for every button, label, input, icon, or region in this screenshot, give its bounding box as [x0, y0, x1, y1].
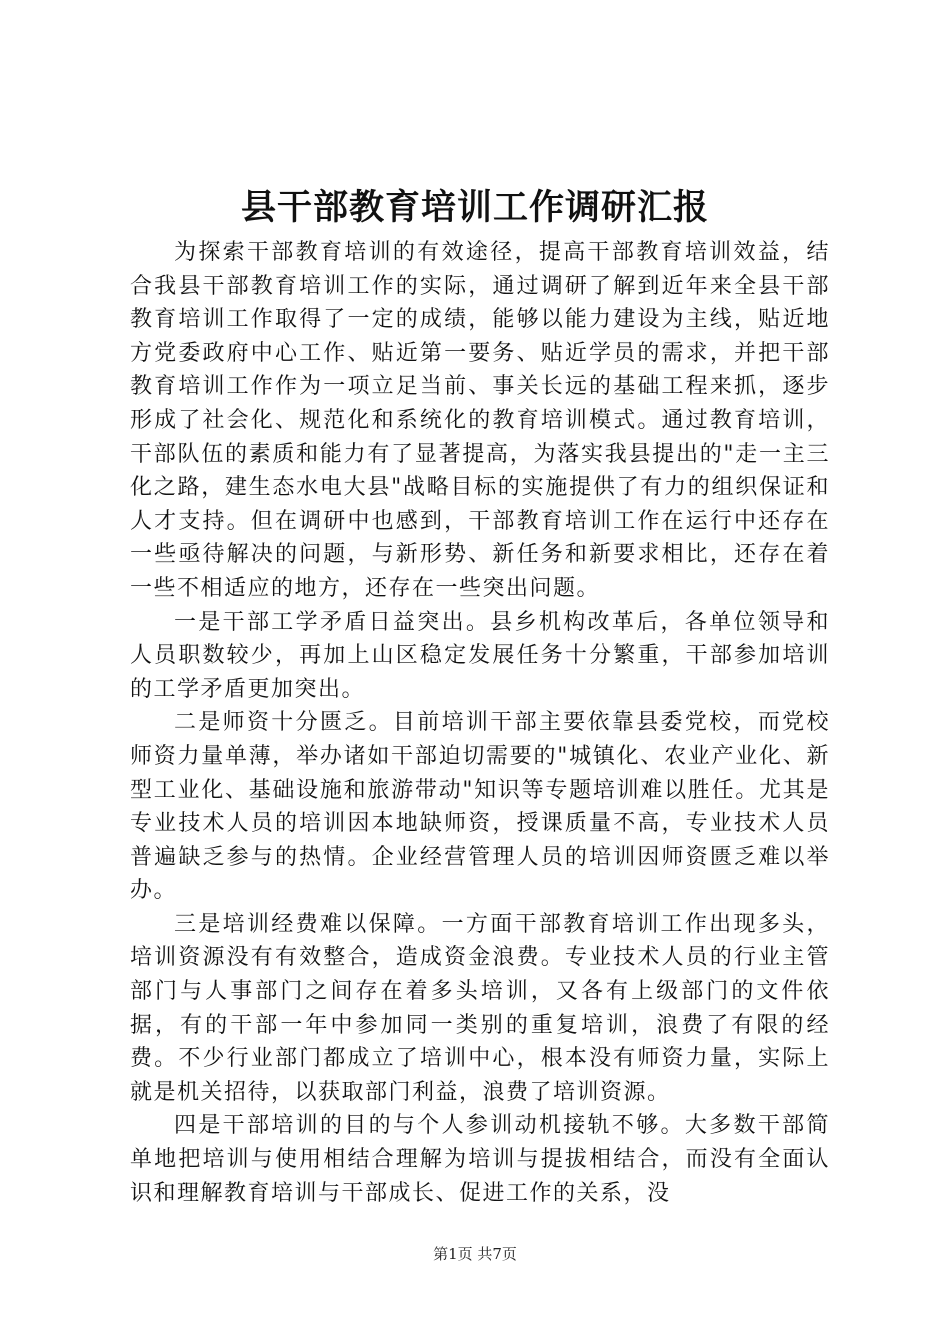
paragraph-intro: 为探索干部教育培训的有效途径，提高干部教育培训效益，结合我县干部教育培训工作的实际，通过调研了解到近年来全县干部教育培训工作取得了一定的成绩，能够以能力建设为主线，贴近地方党委政府中心工作、贴近第一要务、贴近学员的需求，并把干部教育培训工作作为一项立足当前、事关长远的基础工程来抓，逐步形成了社会化、规范化和系统化的教育培训模式。通过教育培训，干部队伍的素质和能力有了显著提高，为落实我县提出的"走一主三化之路，建生态水电大县"战略目标的实施提供了有力的组织保证和人才支持。但在调研中也感到，干部教育培训工作在运行中还存在一些亟待解决的问题，与新形势、新任务和新要求相比，还存在着一些不相适应的地方，还存在一些突出问题。 [130, 240, 830, 601]
document-body [130, 236, 830, 1210]
paragraph-point-3: 三是培训经费难以保障。一方面干部教育培训工作出现多头，培训资源没有有效整合，造成资金浪费。专业技术人员的行业主管部门与人事部门之间存在着多头培训，又各有上级部门的文件依据，有的干部一年中参加同一类别的重复培训，浪费了有限的经费。不少行业部门都成立了培训中心，根本没有师资力量，实际上就是机关招待，以获取部门利益，浪费了培训资源。 [130, 911, 830, 1105]
paragraph-point-1: 一是干部工学矛盾日益突出。县乡机构改革后，各单位领导和人员职数较少，再加上山区稳定发展任务十分繁重，干部参加培训的工学矛盾更加突出。 [130, 609, 830, 702]
document-title: 县干部教育培训工作调研汇报 [240, 187, 709, 228]
paragraph-point-4: 四是干部培训的目的与个人参训动机接轨不够。大多数干部简单地把培训与使用相结合理解为培训与提拔相结合，而没有全面认识和理解教育培训与干部成长、促进工作的关系，没 [130, 1113, 830, 1206]
page-number-footer: 第1页 共7页 [433, 1245, 517, 1263]
paragraph-point-2: 二是师资十分匮乏。目前培训干部主要依靠县委党校，而党校师资力量单薄，举办诸如干部迫切需要的"城镇化、农业产业化、新型工业化、基础设施和旅游带动"知识等专题培训难以胜任。尤其是专业技术人员的培训因本地缺师资，授课质量不高，专业技术人员普遍缺乏参与的热情。企业经营管理人员的培训因师资匮乏难以举办。 [130, 710, 830, 904]
